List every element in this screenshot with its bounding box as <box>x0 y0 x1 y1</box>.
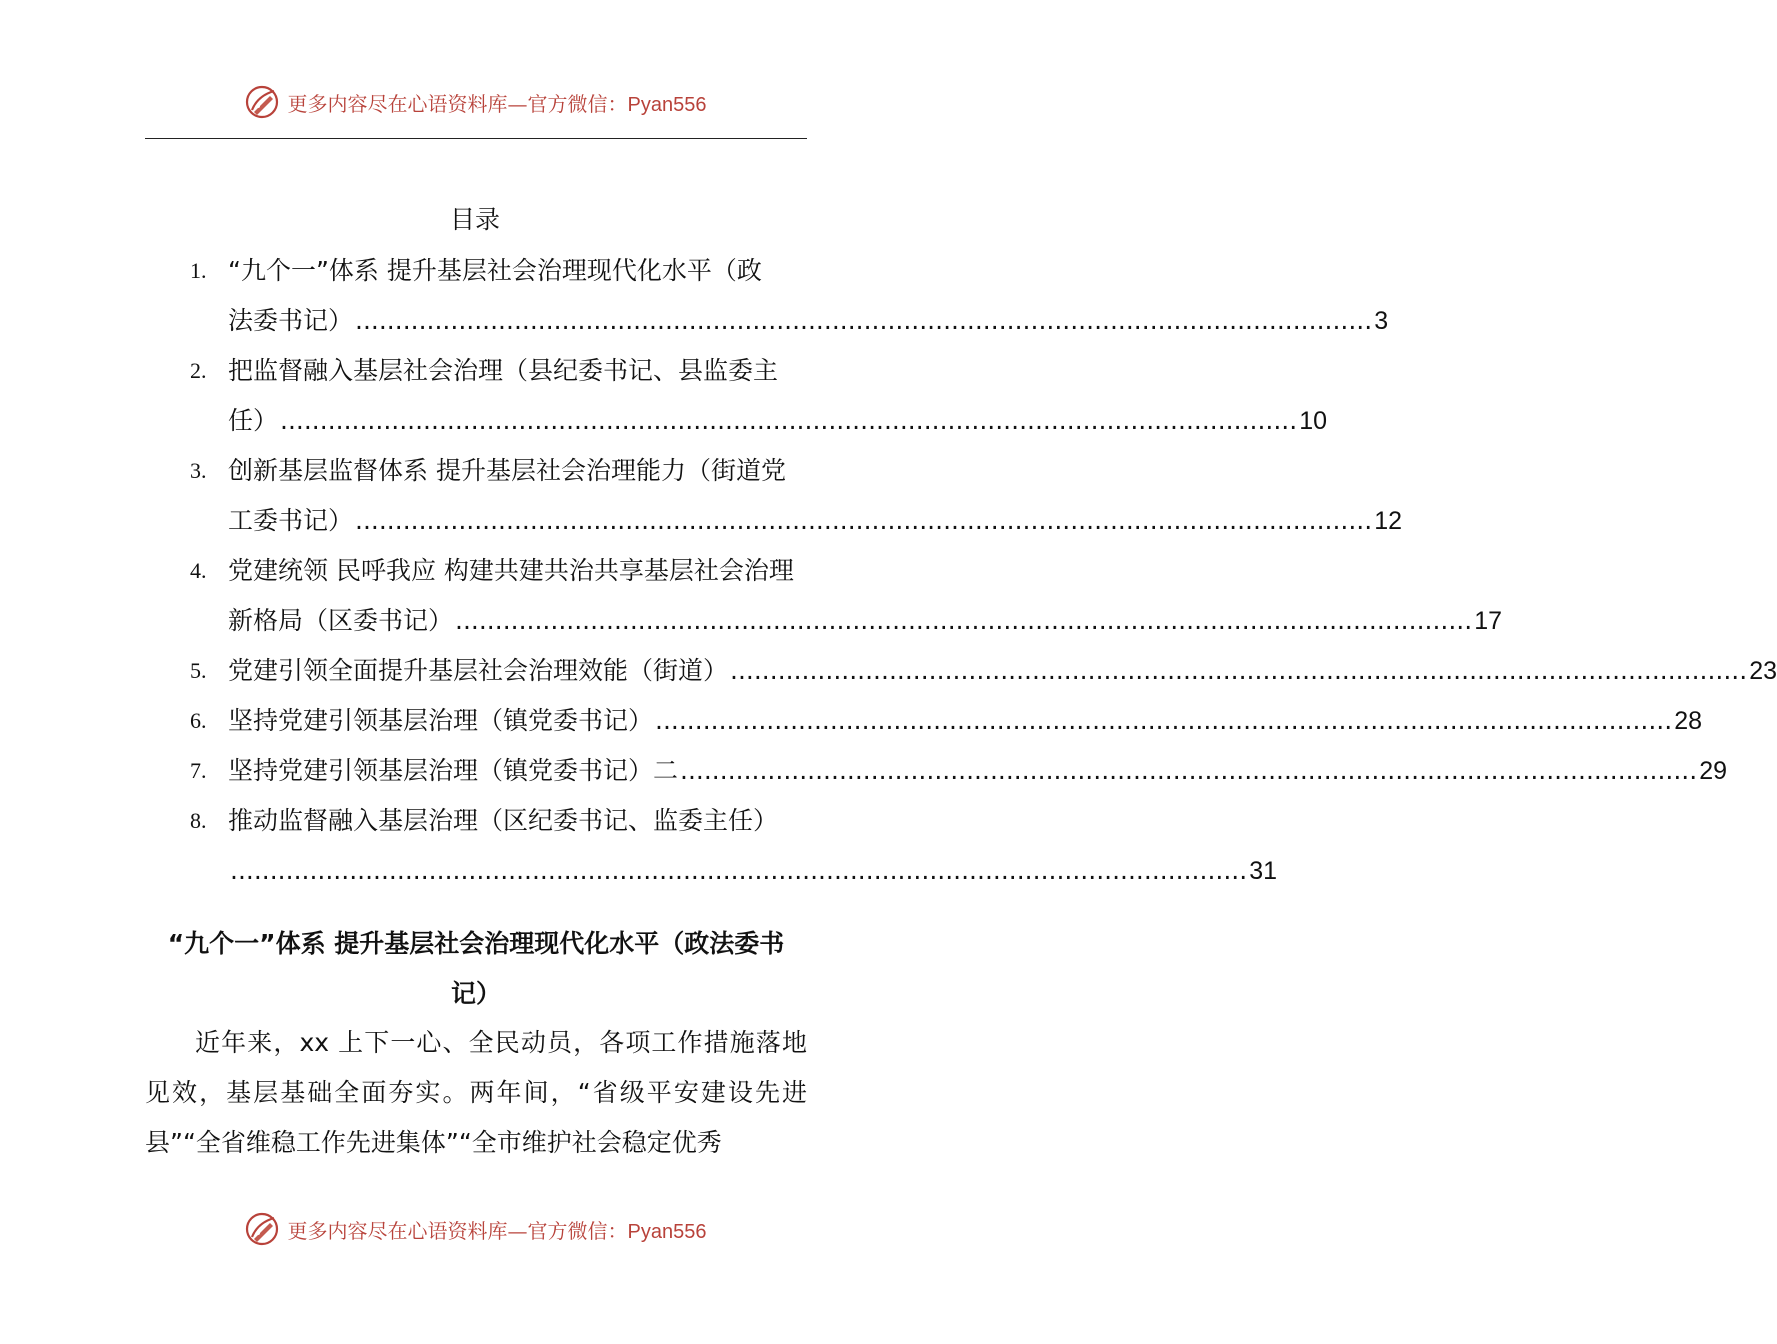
toc-leader-dots: ................................................................................................................................ <box>455 606 1473 635</box>
toc-entry-page: 3 <box>1374 307 1389 335</box>
page-footer <box>0 1207 950 1251</box>
toc-entry-title-line2: 任） <box>228 406 279 435</box>
toc-leader-dots: ................................................................................................................................ <box>355 306 1373 335</box>
toc-entry-5[interactable] <box>190 646 1777 696</box>
article-paragraph: 近年来，xx 上下一心、全民动员，各项工作措施落地见效，基层基础全面夯实。两年间，“省级平安建设先进县”“全省维稳工作先进集体”“全市维护社会稳定优秀 <box>145 1028 807 1157</box>
toc-entry-page: 12 <box>1374 507 1403 535</box>
toc-entry-page: 10 <box>1299 407 1328 435</box>
toc-entry-page: 28 <box>1674 707 1703 735</box>
toc-entry-6[interactable] <box>190 696 1703 746</box>
pen-logo-icon <box>244 1211 280 1247</box>
toc-entry-number: 3. <box>190 458 207 483</box>
toc-entry-title-line1: “九个一”体系 提升基层社会治理现代化水平（政 <box>228 256 762 285</box>
toc-entry-2[interactable] <box>190 346 1328 446</box>
toc-entry-title-line2: 新格局（区委书记） <box>228 606 454 635</box>
toc-entry-page: 23 <box>1749 657 1777 685</box>
toc-entry-page: 17 <box>1474 607 1503 635</box>
toc-entry-number: 8. <box>190 808 207 833</box>
toc-entry-number: 6. <box>190 708 207 733</box>
toc-entry-title-line2: 法委书记） <box>228 306 354 335</box>
toc-leader-dots: ................................................................................................................................ <box>355 506 1373 535</box>
toc-entry-number: 4. <box>190 558 207 583</box>
header-wechat-id: Pyan556 <box>627 93 707 116</box>
toc-entry-title-line2: 工委书记） <box>228 506 354 535</box>
toc-entry-title: 党建引领全面提升基层社会治理效能（街道） <box>228 656 729 685</box>
toc-entry-number: 2. <box>190 358 207 383</box>
toc-entry-number: 7. <box>190 758 207 783</box>
header-banner-text: 更多内容尽在心语资料库—官方微信： <box>287 91 628 116</box>
article-heading <box>145 919 807 1019</box>
toc-entry-number: 5. <box>190 658 207 683</box>
toc-entry-page: 31 <box>1249 857 1277 885</box>
toc-leader-dots: ................................................................................................................................ <box>280 406 1298 435</box>
toc-leader-dots: ................................................................................................................................ <box>680 756 1698 785</box>
toc-entry-title-line1: 推动监督融入基层治理（区纪委书记、监委主任） <box>228 806 779 835</box>
toc-title: 目录 <box>449 205 500 234</box>
header-divider <box>145 138 807 139</box>
toc-entry-page: 29 <box>1699 757 1728 785</box>
toc-leader-dots: ................................................................................................................................ <box>730 656 1748 685</box>
toc-entry-1[interactable] <box>190 246 1389 346</box>
toc-leader-dots: ................................................................................................................................ <box>655 706 1673 735</box>
toc-entry-title-line1: 把监督融入基层社会治理（县纪委书记、县监委主 <box>228 356 779 385</box>
toc-entry-3[interactable] <box>190 446 1403 546</box>
pen-logo-icon <box>244 84 280 120</box>
toc-entry-title-line1: 创新基层监督体系 提升基层社会治理能力（街道党 <box>228 456 786 485</box>
toc-leader-dots: ................................................................................................................................ <box>230 856 1248 885</box>
toc-entry-8[interactable] <box>190 796 1277 896</box>
toc-entry-title: 坚持党建引领基层治理（镇党委书记） <box>228 706 654 735</box>
table-of-contents <box>190 246 1777 896</box>
header-banner <box>288 88 707 117</box>
footer-banner <box>288 1215 707 1244</box>
footer-wechat-id: Pyan556 <box>627 1220 707 1243</box>
toc-entry-title-line1: 党建统领 民呼我应 构建共建共治共享基层社会治理 <box>228 556 794 585</box>
footer-banner-text: 更多内容尽在心语资料库—官方微信： <box>287 1218 628 1243</box>
article-heading-line1: “九个一”体系 提升基层社会治理现代化水平（政法委书 <box>167 929 785 958</box>
toc-entry-7[interactable] <box>190 746 1728 796</box>
article-heading-line2: 记） <box>450 979 501 1008</box>
toc-entry-4[interactable] <box>190 546 1503 646</box>
toc-entry-number: 1. <box>190 258 207 283</box>
toc-entry-title: 坚持党建引领基层治理（镇党委书记）二 <box>228 756 679 785</box>
page-header <box>0 80 950 124</box>
